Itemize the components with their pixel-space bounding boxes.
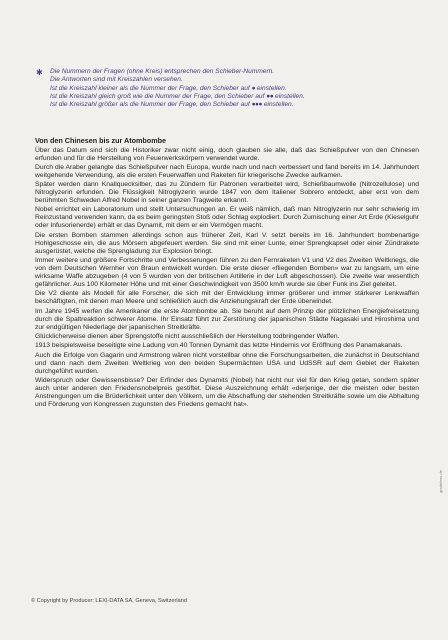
paragraph: Die V2 diente als Modell für alle Forscher, die sich mit der Entwicklung immer größerer und immer stärkerer Lenkwaffen beschäftigten, mit denen man Meere und schließlich auch die Anziehungskraft der Erde überwindet. [35, 290, 419, 306]
article [35, 137, 419, 410]
dot-icon: ●● [266, 92, 274, 100]
paragraph: Durch die Araber gelangte das Schießpulver nach Europa, wurde nach und nach verbessert und fand bereits im 14. Jahrhundert weitgehende Verwendung, als die ersten Feuerwaffen und Raketen für kriegerische Zwecke aufkamen. [35, 163, 419, 179]
instruction-line: Ist die Kreiszahl kleiner als die Nummer der Frage, den Schieber auf ● einstellen. [50, 84, 287, 92]
paragraph: Glücklicherweise dienen aber Sprengstoffe nicht ausschließlich der Herstellung todbringender Waffen. [35, 333, 340, 341]
paragraph: Widerspruch oder Gewissensbisse? Der Erfinder des Dynamits (Nobel) hat nicht nur viel für den Krieg getan, sondern später auch unter anderen den Friedensnobelpreis gestiftet. Diese Auszeichnung erhält «derjenige, der die meisten oder besten Anstrengungen um die Brüderlichkeit unter den Völkern, um die Abschaffung der stehenden Streitkräfte sowie um die Abhaltung und Förderung von Kongressen zugunsten des Friedens gemacht hat». [35, 376, 419, 408]
paragraph: Auch die Erfolge von Gagarin und Armstrong wären nicht vorstellbar ohne die Forschungsarbeiten, die zunächst in Deutschland und dann nach dem Zweiten Weltkrieg von den beiden Supermächten USA und UdSSR auf dem Gebiet der Raketen durchgeführt wurden. [35, 351, 419, 375]
watermark-text: gradeless.de [438, 470, 443, 493]
paragraph: Die ersten Bomben stammen allerdings schon aus früherer Zeit, Karl V. setzt bereits im 16. Jahrhundert bombenartige Hohlgeschosse ein, die aus Mörsern abgefeuert werden. Sie sind mit einer Lunte, einer Sprengkapsel oder einer Zündrakete ausgerüstet, welche die Sprengladung zur Explosion bringt. [35, 231, 419, 255]
paragraph: Später werden dann Knallquecksilber, das zu Zündern für Patronen verarbeitet wird, Schießbaumwolle (Nitrozellulose) und Nitroglyzerin erfunden. Die Flüssigkeit Nitroglyzerin wurde 1847 von dem Italiener Sobrero entdeckt, aber erst von dem berühmten Schweden Alfred Nobel in seiner ganzen Tragweite erkannt. [35, 181, 419, 205]
instruction-line: Die Nummern der Fragen (ohne Kreis) entsprechen den Schieber-Nummern. [50, 68, 275, 75]
asterisk-icon: ✱ [36, 68, 43, 77]
dot-icon: ● [251, 84, 256, 92]
copyright-footer: © Copyright by Producer: LEXI-DATA SA, Geneva, Switzerland [31, 598, 187, 604]
paragraph: Nobel errichtet ein Laboratorium und stellt Untersuchungen an. Er weiß nämlich, daß man Nitroglyzerin nur sehr schwierig im Reinzustand verwenden kann, da es beim geringsten Stoß oder Schlag explodiert. Durch Zumischung einer Art Erde (Kieselguhr oder Infusorienerde) erhält er das Dynamit, mit dem er ein Vermögen macht. [35, 206, 419, 230]
article-title: Von den Chinesen bis zur Atombombe [35, 136, 166, 145]
paragraph: Über das Datum sind sich die Historiker zwar nicht einig, doch glauben sie alle, daß das Schießpulver von den Chinesen erfunden und für die Herstellung von Feuerwerkskörpern verwendet wurde. [35, 146, 419, 162]
paragraph: Immer weitere und größere Fortschritte und Verbesserungen führen zu den Fernraketen V1 und V2 des Zweiten Weltkriegs, die von dem Deutschen Wernher von Braun entwickelt wurden. Die erste dieser «fliegenden Bomben» war zu langsam, um eine wirksame Waffe abzugeben (4 von 5 wurden von der britischen Artillerie in der Luft abgeschossen). Die zweite war wesentlich gefährlicher. Aus 100 Kilometer Höhe und mit einer Geschwindigkeit von 3500 km/h wurde sie über Funk ins Ziel geleitet. [35, 257, 419, 289]
instruction-line: Ist die Kreiszahl größer als die Nummer der Frage, den Schieber auf ●●● einstellen. [50, 101, 294, 109]
instruction-line: Ist die Kreiszahl gleich groß wie die Nummer der Frage, den Schieber auf ●● einstellen. [50, 92, 305, 100]
paragraph: 1913 beispielsweise beseitigte eine Ladung von 40 Tonnen Dynamit das letzte Hindernis vor Eröffnung des Panamakanals. [35, 342, 403, 350]
paragraph: Im Jahre 1945 werfen die Amerikaner die erste Atombombe ab. Sie beruht auf dem Prinzip der plötzlichen Energiefreisetzung durch die Spaltreaktion schwerer Atome. Ihr Einsatz führt zur Zerstörung der japanischen Städte Nagasaki und Hiroshima und zur endgültigen Niederlage der japanischen Streitkräfte. [35, 307, 419, 331]
dot-icon: ●●● [251, 101, 263, 109]
instructions-block [50, 68, 430, 109]
instruction-line: Die Antworten sind mit Kreiszahlen versehen. [50, 76, 183, 84]
